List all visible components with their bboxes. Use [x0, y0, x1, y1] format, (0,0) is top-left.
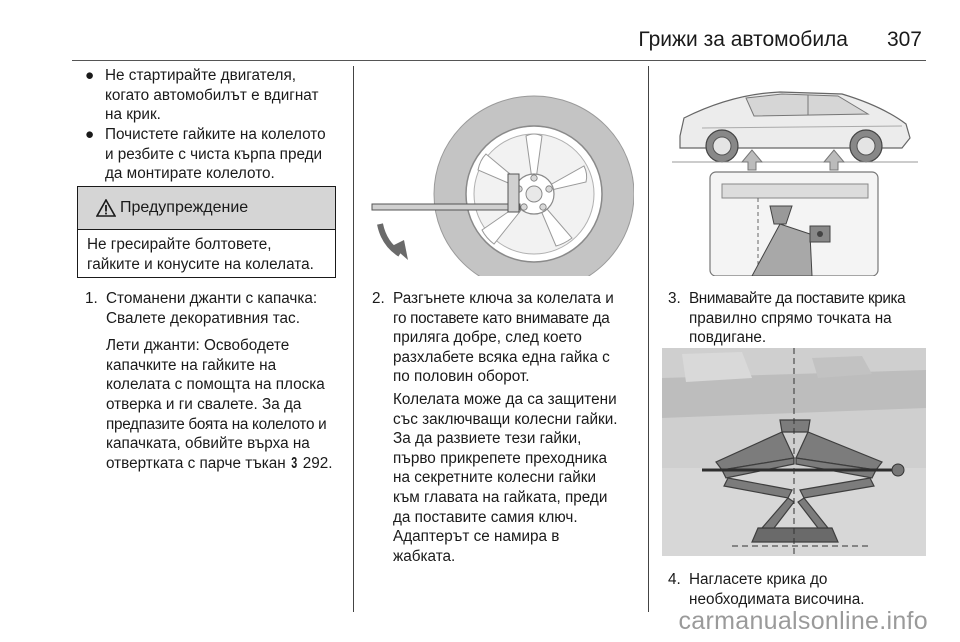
step-2-paragraph [393, 390, 643, 566]
step-line: приляга добре, след което [393, 329, 582, 347]
step-para-line-last [106, 454, 353, 474]
step-3 [668, 289, 930, 348]
page-number: 307 [886, 28, 922, 51]
page-reference-arrow-icon: 3 [291, 454, 298, 472]
bullet-marker: ● [85, 67, 95, 84]
bullet-line: и резбите с чиста кърпа преди [105, 145, 323, 163]
warning-line: гайките и конусите на колелата. [87, 255, 314, 273]
bullet-item-1 [85, 66, 347, 125]
bullet-item-2 [85, 125, 347, 184]
step-line: Свалете декоративния тас. [106, 309, 300, 327]
step-para-line: отверка и ги свалете. За да [106, 395, 302, 413]
page-title: Грижи за автомобила [638, 28, 848, 51]
para-line: За да развиете тези гайки, [393, 430, 582, 448]
step-line: Нагласете крика до [689, 571, 828, 588]
step-number: 4. [668, 571, 681, 588]
bullet-line: Почистете гайките на колелото [105, 126, 326, 143]
para-line: на секретните колесни гайки [393, 469, 597, 487]
para-line: да поставите самия ключ. [393, 508, 578, 526]
step-para-line: Лети джанти: Освободете [106, 337, 290, 355]
car-jack-points-illustration [662, 66, 926, 276]
step-number: 2. [372, 290, 385, 307]
step-line: Стоманени джанти с капачка: [106, 290, 318, 307]
para-line: Адаптерът се намира в [393, 528, 560, 546]
bullet-line: Не стартирайте двигателя, [105, 67, 296, 84]
page-header [0, 28, 960, 58]
step-para-line: капачката, обвийте върха на [106, 435, 310, 453]
step-line: необходимата височина. [689, 590, 865, 608]
warning-title: Предупреждение [120, 199, 249, 216]
para-line: жабката. [393, 547, 456, 565]
column-divider-1 [353, 66, 354, 612]
step-line: Разгънете ключа за колелата и [393, 290, 614, 307]
step-para-line: капачките на гайките на [106, 356, 277, 374]
warning-line: Не гресирайте болтовете, [87, 236, 272, 253]
step-2 [372, 289, 642, 387]
jack-closeup-photo [662, 348, 926, 556]
warning-triangle-icon [96, 199, 116, 217]
para-line: първо прикрепете преходника [393, 449, 608, 467]
step-line: разхлабете всяка една гайка с [393, 348, 610, 366]
header-rule [72, 60, 926, 61]
para-line: със заключващи колесни гайки. [393, 410, 618, 428]
watermark: carmanualsonline.info [678, 607, 928, 635]
bullet-line: да монтирате колелото. [105, 165, 275, 183]
step-number: 3. [668, 290, 681, 307]
step-line: Внимавайте да поставите крика [689, 290, 906, 307]
wheel-wrench-illustration [366, 66, 634, 276]
para-line: Колелата може да са защитени [393, 391, 617, 408]
warning-body [78, 230, 335, 274]
warning-box [77, 186, 336, 278]
step-4 [668, 570, 930, 609]
bullet-line: на крик. [105, 106, 161, 124]
warning-header [78, 187, 335, 230]
step-line: го поставете като внимавате да [393, 309, 610, 327]
step-line: правилно спрямо точката на [689, 309, 892, 327]
step-number: 1. [85, 290, 98, 307]
step-line: по половин оборот. [393, 368, 530, 386]
step-1 [85, 289, 353, 473]
page-reference-link[interactable]: 292. [302, 454, 333, 472]
bullet-marker: ● [85, 126, 95, 143]
step-line: повдигане. [689, 329, 767, 347]
step-para-text: отвертката с парче тъкан [106, 454, 286, 472]
column-divider-2 [648, 66, 649, 612]
step-para-line: колелата с помощта на плоска [106, 376, 325, 394]
bullet-line: когато автомобилът е вдигнат [105, 86, 319, 104]
para-line: към главата на гайката, преди [393, 488, 608, 506]
step-para-line: предпазите боята на колелото и [106, 415, 327, 433]
